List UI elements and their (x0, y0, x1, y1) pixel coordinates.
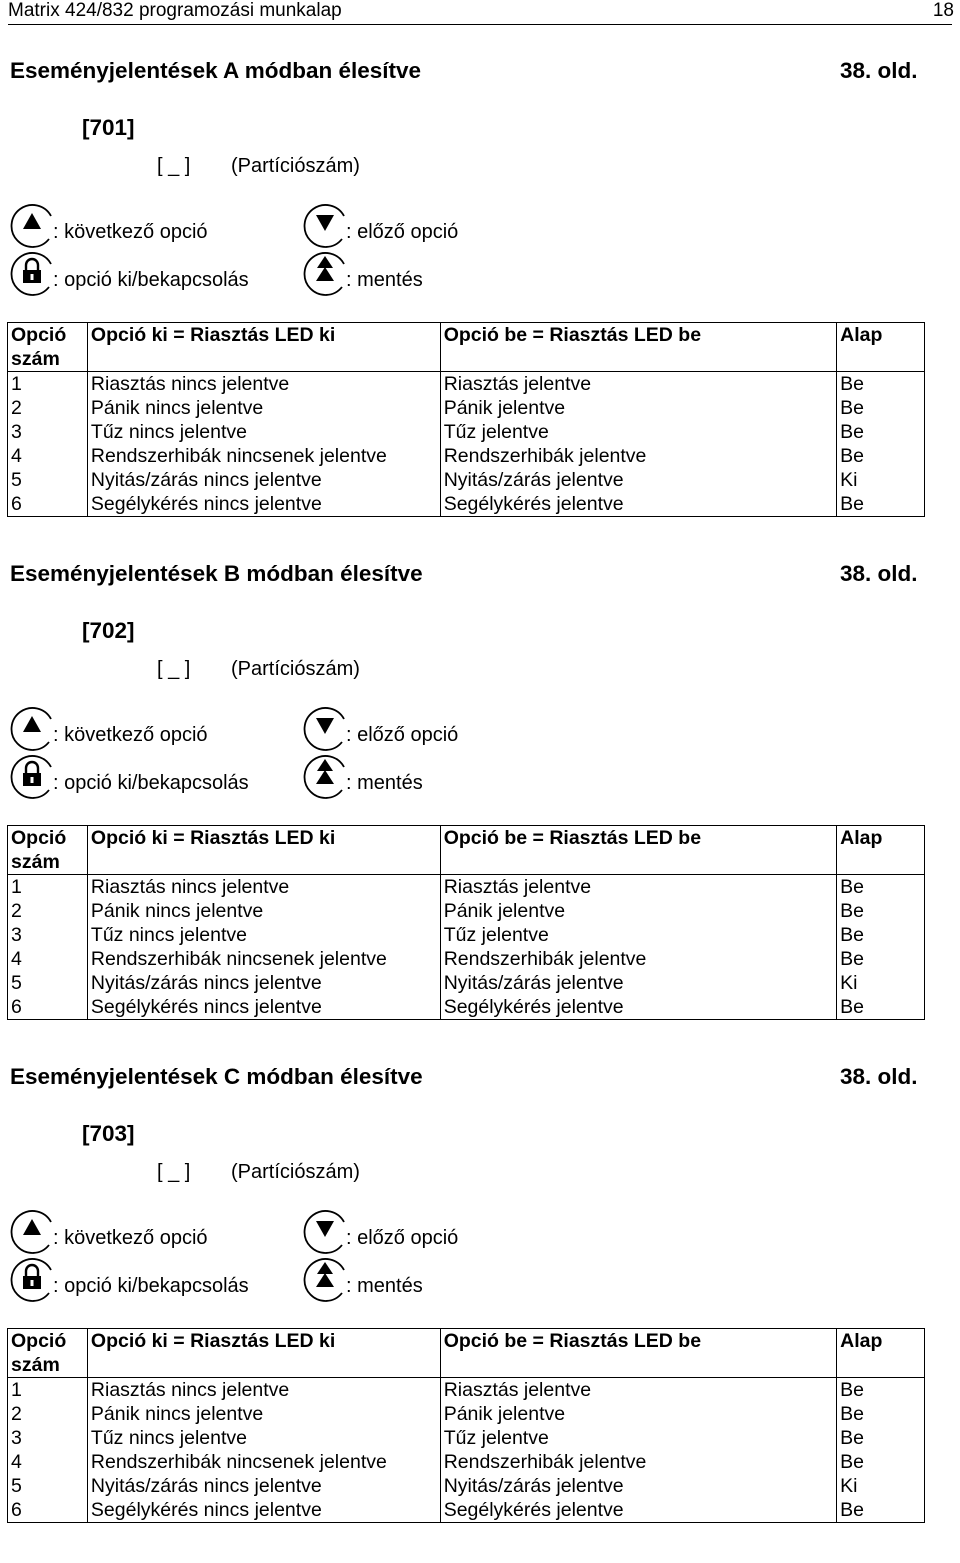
option-on-cell: Pánik jelentve (440, 396, 836, 420)
default-value-cell: Be (837, 899, 925, 923)
partition-label: (Partíciószám) (231, 1161, 360, 1183)
option-off-cell: Riasztás nincs jelentve (87, 1378, 440, 1403)
document-title: Matrix 424/832 programozási munkalap (8, 0, 342, 21)
partition-bracket: [ _ ] (157, 155, 191, 177)
table-row (8, 492, 925, 517)
option-off-cell: Segélykérés nincs jelentve (87, 1498, 440, 1523)
option-off-cell: Rendszerhibák nincsenek jelentve (87, 444, 440, 468)
event-report-section (0, 1063, 960, 1563)
option-number-cell: 1 (8, 875, 88, 900)
default-value-cell: Ki (837, 1474, 925, 1498)
partition-entry (157, 1160, 360, 1184)
table-row (8, 1450, 925, 1474)
option-on-cell: Rendszerhibák jelentve (440, 444, 836, 468)
table-row (8, 875, 925, 900)
table-row (8, 1402, 925, 1426)
option-on-cell: Pánik jelentve (440, 899, 836, 923)
col-option-off: Opció ki = Riasztás LED ki (87, 1329, 440, 1378)
section-page-ref: 38. old. (840, 561, 918, 586)
table-row (8, 1378, 925, 1403)
option-off-cell: Pánik nincs jelentve (87, 1402, 440, 1426)
lock-key-icon (10, 250, 56, 296)
default-value-cell: Be (837, 995, 925, 1020)
option-on-cell: Rendszerhibák jelentve (440, 1450, 836, 1474)
arrow-down-key-icon (303, 1208, 349, 1254)
table-row (8, 444, 925, 468)
option-on-cell: Riasztás jelentve (440, 875, 836, 900)
table-row (8, 1426, 925, 1450)
key-next-label: : következő opció (53, 221, 208, 243)
option-on-cell: Segélykérés jelentve (440, 492, 836, 517)
option-off-cell: Rendszerhibák nincsenek jelentve (87, 1450, 440, 1474)
option-on-cell: Tűz jelentve (440, 420, 836, 444)
section-title: Eseményjelentések C módban élesítve (10, 1064, 423, 1089)
table-row (8, 396, 925, 420)
table-row (8, 1474, 925, 1498)
option-number-cell: 6 (8, 995, 88, 1020)
col-option-off: Opció ki = Riasztás LED ki (87, 826, 440, 875)
lock-key-icon (10, 1256, 56, 1302)
arrow-up-key-icon (10, 705, 56, 751)
option-table (7, 1328, 925, 1523)
table-row (8, 995, 925, 1020)
partition-entry (157, 657, 360, 681)
section-code: [703] (82, 1121, 135, 1146)
default-value-cell: Be (837, 1378, 925, 1403)
key-prev-label: : előző opció (346, 1227, 459, 1249)
option-on-cell: Nyitás/zárás jelentve (440, 468, 836, 492)
option-off-cell: Pánik nincs jelentve (87, 396, 440, 420)
arrow-down-key-icon (303, 705, 349, 751)
key-toggle-label: : opció ki/bekapcsolás (53, 1275, 249, 1297)
option-off-cell: Riasztás nincs jelentve (87, 875, 440, 900)
col-option-number: Opció szám (8, 826, 88, 875)
option-on-cell: Pánik jelentve (440, 1402, 836, 1426)
option-number-cell: 6 (8, 492, 88, 517)
option-off-cell: Tűz nincs jelentve (87, 923, 440, 947)
section-code: [702] (82, 618, 135, 643)
option-on-cell: Riasztás jelentve (440, 1378, 836, 1403)
option-number-cell: 5 (8, 1474, 88, 1498)
event-report-section (0, 57, 960, 557)
default-value-cell: Be (837, 1402, 925, 1426)
default-value-cell: Be (837, 1450, 925, 1474)
option-on-cell: Segélykérés jelentve (440, 1498, 836, 1523)
section-page-ref: 38. old. (840, 58, 918, 83)
table-row (8, 899, 925, 923)
option-number-cell: 1 (8, 1378, 88, 1403)
option-number-cell: 4 (8, 1450, 88, 1474)
key-toggle-label: : opció ki/bekapcsolás (53, 772, 249, 794)
default-value-cell: Be (837, 420, 925, 444)
col-option-on: Opció be = Riasztás LED be (440, 323, 836, 372)
option-off-cell: Rendszerhibák nincsenek jelentve (87, 947, 440, 971)
option-number-cell: 6 (8, 1498, 88, 1523)
option-off-cell: Segélykérés nincs jelentve (87, 995, 440, 1020)
col-default: Alap (837, 323, 925, 372)
section-page-ref: 38. old. (840, 1064, 918, 1089)
key-save-label: : mentés (346, 772, 423, 794)
default-value-cell: Be (837, 396, 925, 420)
partition-entry (157, 154, 360, 178)
arrow-up-key-icon (10, 1208, 56, 1254)
default-value-cell: Be (837, 492, 925, 517)
option-on-cell: Tűz jelentve (440, 923, 836, 947)
col-option-number: Opció szám (8, 1329, 88, 1378)
option-table (7, 825, 925, 1020)
col-default: Alap (837, 1329, 925, 1378)
key-next-label: : következő opció (53, 1227, 208, 1249)
option-on-cell: Nyitás/zárás jelentve (440, 1474, 836, 1498)
table-row (8, 420, 925, 444)
table-row (8, 923, 925, 947)
partition-bracket: [ _ ] (157, 658, 191, 680)
partition-label: (Partíciószám) (231, 155, 360, 177)
default-value-cell: Be (837, 372, 925, 397)
page-header (0, 0, 960, 24)
option-number-cell: 3 (8, 420, 88, 444)
event-report-section (0, 560, 960, 1060)
option-number-cell: 3 (8, 1426, 88, 1450)
option-on-cell: Rendszerhibák jelentve (440, 947, 836, 971)
col-default: Alap (837, 826, 925, 875)
option-table (7, 322, 925, 517)
section-code: [701] (82, 115, 135, 140)
key-save-label: : mentés (346, 1275, 423, 1297)
section-title: Eseményjelentések A módban élesítve (10, 58, 422, 83)
key-save-label: : mentés (346, 269, 423, 291)
option-on-cell: Nyitás/zárás jelentve (440, 971, 836, 995)
col-option-number: Opció szám (8, 323, 88, 372)
option-number-cell: 4 (8, 444, 88, 468)
option-number-cell: 1 (8, 372, 88, 397)
page-number: 18 (932, 0, 954, 21)
table-row (8, 971, 925, 995)
col-option-off: Opció ki = Riasztás LED ki (87, 323, 440, 372)
option-off-cell: Pánik nincs jelentve (87, 899, 440, 923)
option-on-cell: Segélykérés jelentve (440, 995, 836, 1020)
option-off-cell: Nyitás/zárás nincs jelentve (87, 468, 440, 492)
default-value-cell: Be (837, 444, 925, 468)
option-number-cell: 2 (8, 396, 88, 420)
save-key-icon (303, 1256, 349, 1302)
arrow-down-key-icon (303, 202, 349, 248)
option-off-cell: Nyitás/zárás nincs jelentve (87, 1474, 440, 1498)
option-on-cell: Riasztás jelentve (440, 372, 836, 397)
default-value-cell: Be (837, 1498, 925, 1523)
save-key-icon (303, 753, 349, 799)
lock-key-icon (10, 753, 56, 799)
option-off-cell: Nyitás/zárás nincs jelentve (87, 971, 440, 995)
default-value-cell: Ki (837, 468, 925, 492)
save-key-icon (303, 250, 349, 296)
option-on-cell: Tűz jelentve (440, 1426, 836, 1450)
header-rule (8, 24, 952, 25)
option-off-cell: Segélykérés nincs jelentve (87, 492, 440, 517)
option-off-cell: Riasztás nincs jelentve (87, 372, 440, 397)
option-number-cell: 2 (8, 899, 88, 923)
default-value-cell: Be (837, 875, 925, 900)
table-row (8, 468, 925, 492)
key-next-label: : következő opció (53, 724, 208, 746)
default-value-cell: Ki (837, 971, 925, 995)
default-value-cell: Be (837, 1426, 925, 1450)
option-number-cell: 4 (8, 947, 88, 971)
option-number-cell: 2 (8, 1402, 88, 1426)
option-number-cell: 3 (8, 923, 88, 947)
table-row (8, 947, 925, 971)
option-off-cell: Tűz nincs jelentve (87, 1426, 440, 1450)
arrow-up-key-icon (10, 202, 56, 248)
col-option-on: Opció be = Riasztás LED be (440, 826, 836, 875)
key-prev-label: : előző opció (346, 724, 459, 746)
default-value-cell: Be (837, 923, 925, 947)
option-table-header (8, 323, 925, 372)
option-off-cell: Tűz nincs jelentve (87, 420, 440, 444)
key-toggle-label: : opció ki/bekapcsolás (53, 269, 249, 291)
table-row (8, 372, 925, 397)
key-prev-label: : előző opció (346, 221, 459, 243)
section-title: Eseményjelentések B módban élesítve (10, 561, 423, 586)
default-value-cell: Be (837, 947, 925, 971)
option-number-cell: 5 (8, 971, 88, 995)
col-option-on: Opció be = Riasztás LED be (440, 1329, 836, 1378)
option-table-header (8, 1329, 925, 1378)
partition-label: (Partíciószám) (231, 658, 360, 680)
partition-bracket: [ _ ] (157, 1161, 191, 1183)
option-table-header (8, 826, 925, 875)
table-row (8, 1498, 925, 1523)
option-number-cell: 5 (8, 468, 88, 492)
